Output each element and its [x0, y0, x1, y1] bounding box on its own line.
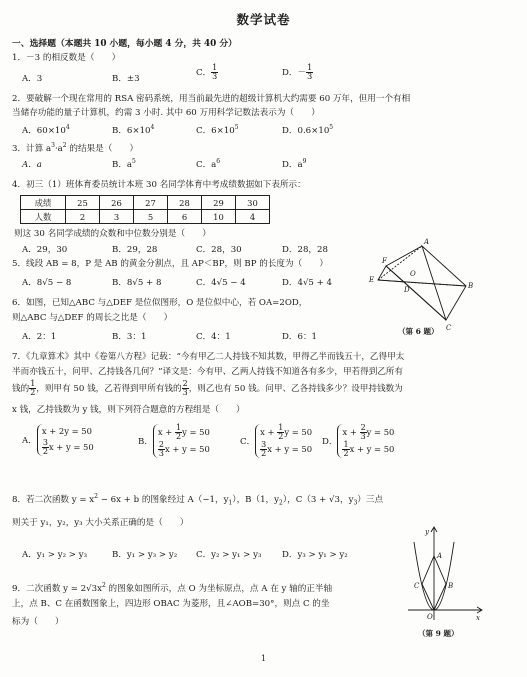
q6-line-2: 则△ABC 与△DEF 的周长之比是（ ）	[12, 313, 173, 323]
q5-option-b: B．8√5 + 8	[112, 278, 162, 288]
q4-question: 则这 30 名同学成绩的众数和中位数分别是（ ）	[14, 229, 211, 239]
q2-option-c: C．$6\times 10^5$	[196, 124, 239, 136]
q8-option-a: A．y₁ > y₂ > y₃	[22, 550, 88, 560]
q7-line-2: 半而亦钱五十，问甲、乙持钱各几何？”译文是：今有甲、乙两人持钱不知道各有多少，甲若得到乙所有	[12, 367, 404, 377]
q8-option-b: B．y₁ > y₃ > y₂	[112, 550, 178, 560]
fig9-label-c: C	[414, 582, 420, 590]
page-title: 数学试卷	[236, 12, 291, 27]
q4-option-a: A．29，30	[22, 245, 68, 255]
q4-option-b: B．29，28	[112, 245, 158, 255]
figure-6-caption: （第 6 题）	[398, 327, 439, 336]
fig6-label-c: C	[446, 324, 452, 332]
q7-line-4: x 钱，乙持钱数为 y 钱，则下列符合题意的方程组是（ ）	[12, 405, 245, 415]
q6-option-b: B．3：1	[112, 332, 147, 342]
q6-option-c: C．4：1	[196, 332, 231, 342]
q7-option-a: A． x + 2y = 50 $\frac{3}{2}$ x + y = 50	[22, 426, 94, 456]
q9-line-1: 9．二次函数 $y = 2√3x^2$ 的图象如图所示，点 O 为坐标原点，点 A 在 y 轴的正半轴	[12, 582, 333, 594]
table-cell: 29	[202, 196, 236, 210]
q3-stem: 3．计算 $a^3\cdot a^2$ 的结果是（ ）	[12, 142, 139, 154]
q7-option-b: B． x + $\frac{1}{2}$ y = 50 $\frac{2}{3}$ x + y = 50	[138, 423, 210, 458]
q3-option-c: C．$a^6$	[196, 158, 221, 170]
q2-option-a: A．$60\times 10^4$	[22, 124, 70, 136]
table-cell: 成绩	[21, 196, 66, 210]
q6-line-1: 6．如图，已知△ABC 与△DEF 是位似图形，O 是位似中心，若 OA=2OD，	[12, 298, 308, 308]
figure-9-caption: （第 9 题）	[418, 629, 459, 638]
q3-option-d: D．$a^9$	[282, 158, 307, 170]
q4-score-table	[20, 195, 270, 224]
q4-option-c: C．28，30	[196, 245, 242, 255]
q1-stem: 1．－3 的相反数是（ ）	[12, 53, 121, 63]
fig6-label-d: D	[404, 286, 410, 294]
fig6-label-a: A	[424, 238, 430, 246]
q1-option-a: A．3	[22, 74, 43, 84]
q7-line-3: 钱的 $\frac{1}{2}$ ，则甲有 50 钱，乙若得到甲所有钱的 $\frac{2}{3}$ ，则乙也有 50 钱。问甲、乙各持钱多少？设甲持钱数为	[12, 379, 403, 397]
table-cell: 26	[100, 196, 134, 210]
fig9-label-b: B	[448, 582, 454, 590]
section-heading: 一、选择题（本题共 10 小题，每小题 4 分，共 40 分）	[12, 39, 237, 49]
q5-option-a: A．8√5 − 8	[22, 278, 72, 288]
figure-6-homothety	[368, 236, 478, 338]
table-cell: 25	[66, 196, 100, 210]
q8-line-2: 则关于 y₁，y₂，y₃ 大小关系正确的是（ ）	[12, 518, 189, 528]
table-row	[21, 196, 270, 210]
table-row	[21, 210, 270, 224]
q3-option-a: A．a	[22, 160, 42, 170]
q6-option-d: D．6：1	[282, 332, 318, 342]
q1-option-c: C． $\frac{1}{3}$	[196, 63, 218, 81]
fig9-axis-y: y	[425, 528, 429, 536]
table-cell: 6	[168, 210, 202, 224]
fig9-label-a: A	[437, 552, 443, 560]
table-cell: 5	[134, 210, 168, 224]
fig9-label-o: O	[427, 613, 433, 621]
q7-line-1: 7．《九章算术》其中《卷第八方程》记载：“今有甲乙二人持钱不知其数，甲得乙半而钱五十，乙得甲太	[12, 352, 405, 362]
page-number: 1	[260, 654, 267, 663]
q9-line-3: 标为（ ）	[12, 617, 64, 627]
q8-option-d: D．y₃ > y₁ > y₂	[282, 550, 348, 560]
q4-stem: 4．初三（1）班体育委员统计本班 30 名同学体育中考成绩数据如下表所示：	[12, 180, 306, 190]
table-cell: 人数	[21, 210, 66, 224]
q7-option-c: C． x + $\frac{1}{2}$ y = 50 $\frac{3}{2}$ x + y = 50	[240, 423, 313, 458]
q1-option-d: D．－ $\frac{1}{3}$	[282, 63, 313, 81]
q5-option-d: D．4√5 + 4	[282, 278, 333, 288]
table-cell: 28	[168, 196, 202, 210]
q2-option-b: B．$6\times 10^4$	[112, 124, 155, 136]
table-cell: 3	[100, 210, 134, 224]
fig9-axis-x: x	[476, 614, 480, 622]
fig6-label-e: E	[369, 276, 375, 284]
fig6-label-b: B	[468, 282, 474, 290]
q2-line-1: 2．要破解一个现在常用的 RSA 密码系统，用当前最先进的超级计算机大约需要 60 万年，但用一个有相	[12, 94, 411, 104]
table-cell: 2	[66, 210, 100, 224]
q6-option-a: A．2：1	[22, 332, 57, 342]
fig6-label-f: F	[382, 257, 387, 265]
q7-option-d: D． x + $\frac{2}{3}$ y = 50 $\frac{1}{2}$ x + y = 50	[322, 423, 395, 458]
table-cell: 10	[202, 210, 236, 224]
q1-option-b: B．±3	[112, 74, 140, 84]
table-cell: 30	[236, 196, 270, 210]
figure-9-parabola	[402, 524, 484, 624]
q5-option-c: C．4√5 − 4	[196, 278, 246, 288]
q2-option-d: D．$0.6\times 10^5$	[282, 124, 334, 136]
q4-option-d: D．28，28	[282, 245, 328, 255]
q3-option-b: B．$a^5$	[112, 158, 136, 170]
q8-option-c: C．y₂ > y₁ > y₃	[196, 550, 262, 560]
fig6-label-o: O	[410, 270, 416, 278]
q5-stem: 5．线段 AB = 8，P 是 AB 的黄金分割点，且 AP＜BP，则 BP 的长度为（ ）	[12, 259, 328, 269]
table-cell: 4	[236, 210, 270, 224]
q8-line-1: 8．若二次函数 $y = x^2 - 6x + b$ 的图象经过 A（−1，$y_1$），B（1，$y_2$），C（3 + √3，$y_3$）三点	[12, 493, 384, 507]
q2-line-2: 当储存功能的量子计算机，约需 3 小时. 其中 60 万用科学记数法表示为（ ）	[12, 108, 320, 118]
q9-line-2: 上，点 B、C 在函数图象上，四边形 OBAC 为菱形，且∠AOB=30°，则点 C 的坐	[12, 599, 330, 609]
table-cell: 27	[134, 196, 168, 210]
